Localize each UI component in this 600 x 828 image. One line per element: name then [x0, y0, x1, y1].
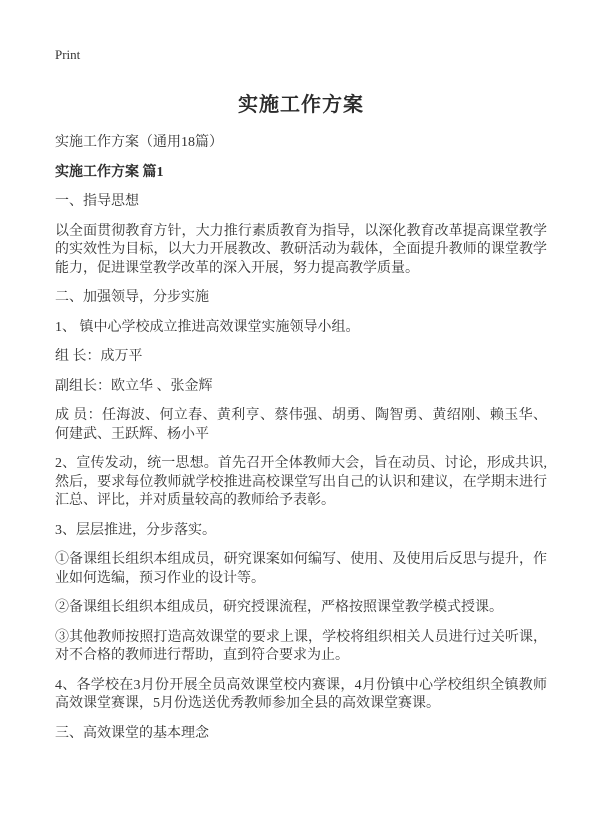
list-item-1: 1、 镇中心学校成立推进高效课堂实施领导小组。 [55, 319, 360, 335]
list-item-4: 4、各学校在3月份开展全员高效课堂校内赛课，4月份镇中心学校组织全镇教师高效课堂赛课，5月份选送优秀教师参加全县的高效课堂赛课。 [55, 677, 547, 711]
paragraph: 以全面贯彻教育方针，大力推行素质教育为指导，以深化教育改革提高课堂教学的实效性为目标，以大力开展教改、教研活动为载体，全面提升教师的课堂教学能力，促进课堂教学改革的深入开展，努力提高教学质量。 [55, 223, 547, 276]
page-title: 实施工作方案 [238, 94, 364, 116]
sub-item-circle-2: ②备课组长组织本组成员，研究授课流程，严格按照课堂教学模式授课。 [55, 600, 503, 615]
sub-item-circle-1: ①备课组长组织本组成员，研究课案如何编写、使用、及使用后反思与提升，作业如何选编，预习作业的设计等。 [55, 552, 547, 586]
heading-basic-concept: 三、高效课堂的基本理念 [55, 725, 209, 741]
section-heading-part1: 实施工作方案 篇1 [55, 164, 164, 180]
members-line: 成 员：任海波、何立春、黄利亨、蔡伟强、胡勇、陶智勇、黄绍刚、赖玉华、何建武、王跃辉、杨小平 [55, 408, 547, 442]
list-item-3: 3、层层推进，分步落实。 [55, 522, 216, 538]
group-leader-line: 组 长：成万平 [55, 349, 143, 364]
deputy-leader-line: 副组长：欧立华 、张金辉 [55, 378, 213, 394]
sub-item-circle-3: ③其他教师按照打造高效课堂的要求上课，学校将组织相关人员进行过关听课，对不合格的教师进行帮助，直到符合要求为止。 [55, 629, 547, 663]
doc-subtitle: 实施工作方案（通用18篇） [55, 135, 223, 150]
print-button[interactable]: Print [55, 47, 81, 62]
list-item-2: 2、宣传发动，统一思想。首先召开全体教师大会，旨在动员、讨论，形成共识,然后，要求每位教师就学校推进高校课堂写出自己的认识和建议，在学期末进行汇总、评比，并对质量较高的教师给予表彰。 [55, 456, 547, 508]
heading-strengthen-leadership: 二、加强领导，分步实施 [55, 290, 209, 305]
heading-guiding-ideology: 一、指导思想 [55, 194, 139, 209]
